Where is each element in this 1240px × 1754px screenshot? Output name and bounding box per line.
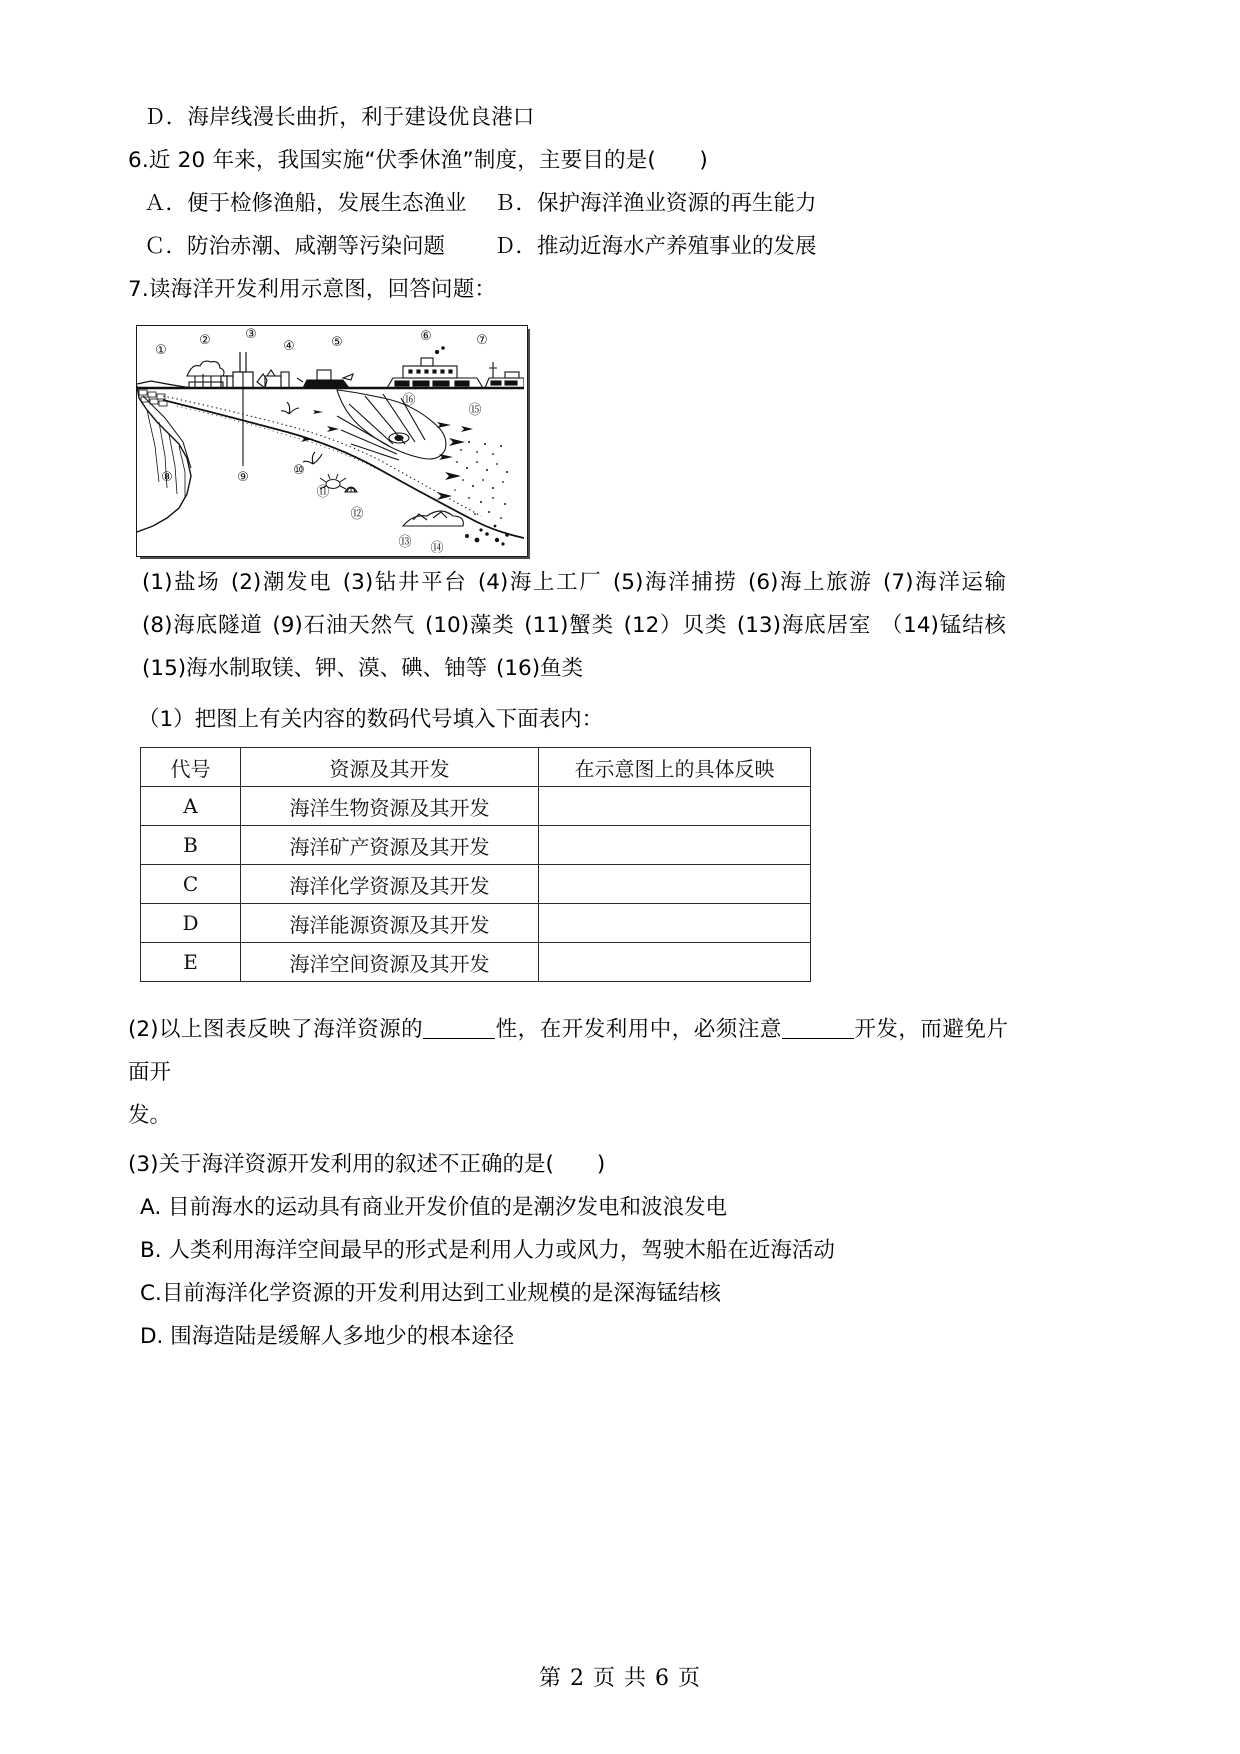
question-6-option-d[interactable]: Ｄ．推动近海水产养殖事业的发展 (494, 234, 817, 259)
legend-item-8: (8)海底隧道 (142, 613, 263, 638)
figure-label-11: ⑪ (316, 485, 330, 500)
question-7-sub3-option-b[interactable]: B. 人类利用海洋空间最早的形式是利用人力或风力，驾驶木船在近海活动 (140, 1238, 835, 1263)
table-cell-code: A (141, 787, 241, 826)
question-6-stem: 6.近 20 年来，我国实施“伏季休渔”制度，主要目的是( ) (128, 148, 708, 173)
figure-label-3: ③ (245, 327, 257, 342)
table-cell-mapping[interactable] (539, 787, 811, 826)
sub2-text-part1: (2)以上图表反映了海洋资源的 (128, 1017, 424, 1042)
figure-legend-list (128, 561, 1008, 690)
figure-label-2: ② (199, 333, 211, 348)
ocean-development-illustration (137, 326, 524, 553)
sub2-text-part2: 性，在开发利用中，必须注意 (495, 1017, 782, 1042)
legend-item-14: （14)锰结核 (880, 613, 1006, 638)
sub2-blank-2[interactable] (782, 1038, 854, 1039)
question-6-options-row-1 (128, 182, 1008, 225)
figure-label-8: ⑧ (161, 470, 173, 485)
figure-label-14: ⑭ (430, 541, 444, 553)
figure-label-13: ⑬ (398, 535, 412, 550)
figure-frame (136, 325, 528, 557)
figure-label-5: ⑤ (331, 335, 343, 350)
question-7-sub3-option-d[interactable]: D. 围海造陆是缓解人多地少的根本途径 (140, 1324, 515, 1349)
table-cell-mapping[interactable] (539, 826, 811, 865)
figure-label-16: ⑯ (402, 393, 416, 408)
legend-item-5: (5)海洋捕捞 (612, 570, 738, 595)
table-cell-code: C (141, 865, 241, 904)
legend-item-2: (2)潮发电 (230, 570, 333, 595)
question-6-option-a[interactable]: Ａ．便于检修渔船，发展生态渔业 (144, 191, 467, 216)
question-7-sub2 (128, 1008, 1008, 1094)
legend-item-4: (4)海上工厂 (477, 570, 603, 595)
legend-item-16: (16)鱼类 (495, 656, 584, 681)
table-cell-resource: 海洋化学资源及其开发 (241, 865, 539, 904)
question-7-sub3-option-a[interactable]: A. 目前海水的运动具有商业开发价值的是潮汐发电和波浪发电 (140, 1195, 728, 1220)
figure-label-10: ⑩ (293, 463, 305, 478)
question-6-option-c[interactable]: Ｃ．防治赤潮、咸潮等污染问题 (144, 234, 446, 259)
legend-item-10: (10)藻类 (424, 613, 515, 638)
table-row (141, 865, 811, 904)
table-header-code: 代号 (141, 748, 241, 787)
table-cell-mapping[interactable] (539, 943, 811, 982)
table-cell-mapping[interactable] (539, 904, 811, 943)
figure-label-6: ⑥ (420, 329, 432, 344)
table-cell-mapping[interactable] (539, 865, 811, 904)
table-header-mapping: 在示意图上的具体反映 (539, 748, 811, 787)
figure-label-9: ⑨ (237, 470, 249, 485)
figure-label-7: ⑦ (476, 333, 488, 348)
table-cell-code: D (141, 904, 241, 943)
table-header-resource: 资源及其开发 (241, 748, 539, 787)
table-cell-code: E (141, 943, 241, 982)
table-row (141, 787, 811, 826)
page-footer: 第 2 页 共 6 页 (539, 1666, 701, 1691)
table-cell-resource: 海洋能源资源及其开发 (241, 904, 539, 943)
table-cell-resource: 海洋生物资源及其开发 (241, 787, 539, 826)
question-7-sub3-stem: (3)关于海洋资源开发利用的叙述不正确的是( ) (128, 1152, 606, 1177)
legend-item-1: (1)盐场 (142, 570, 221, 595)
question-5-option-d: Ｄ．海岸线漫长曲折，利于建设优良港口 (144, 105, 535, 130)
legend-item-3: (3)钻井平台 (342, 570, 468, 595)
sub2-blank-1[interactable] (423, 1038, 495, 1039)
question-6-options-row-2 (128, 225, 1008, 268)
table-cell-resource: 海洋空间资源及其开发 (241, 943, 539, 982)
figure-label-12: ⑫ (350, 507, 364, 522)
page-content (128, 96, 1008, 1358)
resource-code-table (140, 747, 811, 982)
question-7-stem: 7.读海洋开发利用示意图，回答问题： (128, 277, 497, 302)
legend-item-13: (13)海底居室 (736, 613, 872, 638)
question-7-sub2-cont: 发。 (128, 1103, 172, 1128)
legend-item-6: (6)海上旅游 (747, 570, 873, 595)
table-row (141, 826, 811, 865)
legend-item-12: (12）贝类 (623, 613, 728, 638)
figure-label-4: ④ (283, 339, 295, 354)
figure-label-15: ⑮ (468, 403, 482, 418)
question-6-option-b[interactable]: Ｂ．保护海洋渔业资源的再生能力 (494, 191, 817, 216)
sub2-text-part3: 开发，而避免片面开 (128, 1017, 1008, 1085)
table-row (141, 904, 811, 943)
figure-label-1: ① (155, 343, 167, 358)
table-header-row (141, 748, 811, 787)
legend-item-11: (11)蟹类 (524, 613, 614, 638)
ocean-development-figure (128, 325, 1008, 557)
table-cell-resource: 海洋矿产资源及其开发 (241, 826, 539, 865)
legend-item-9: (9)石油天然气 (272, 613, 416, 638)
question-7-sub3-option-c[interactable]: C.目前海洋化学资源的开发利用达到工业规模的是深海锰结核 (140, 1281, 721, 1306)
question-7-sub1-stem: （1）把图上有关内容的数码代号填入下面表内： (138, 707, 604, 732)
legend-item-15: (15)海水制取镁、钾、漠、碘、铀等 (142, 656, 488, 681)
legend-item-7: (7)海洋运输 (883, 570, 1006, 595)
table-cell-code: B (141, 826, 241, 865)
table-row (141, 943, 811, 982)
